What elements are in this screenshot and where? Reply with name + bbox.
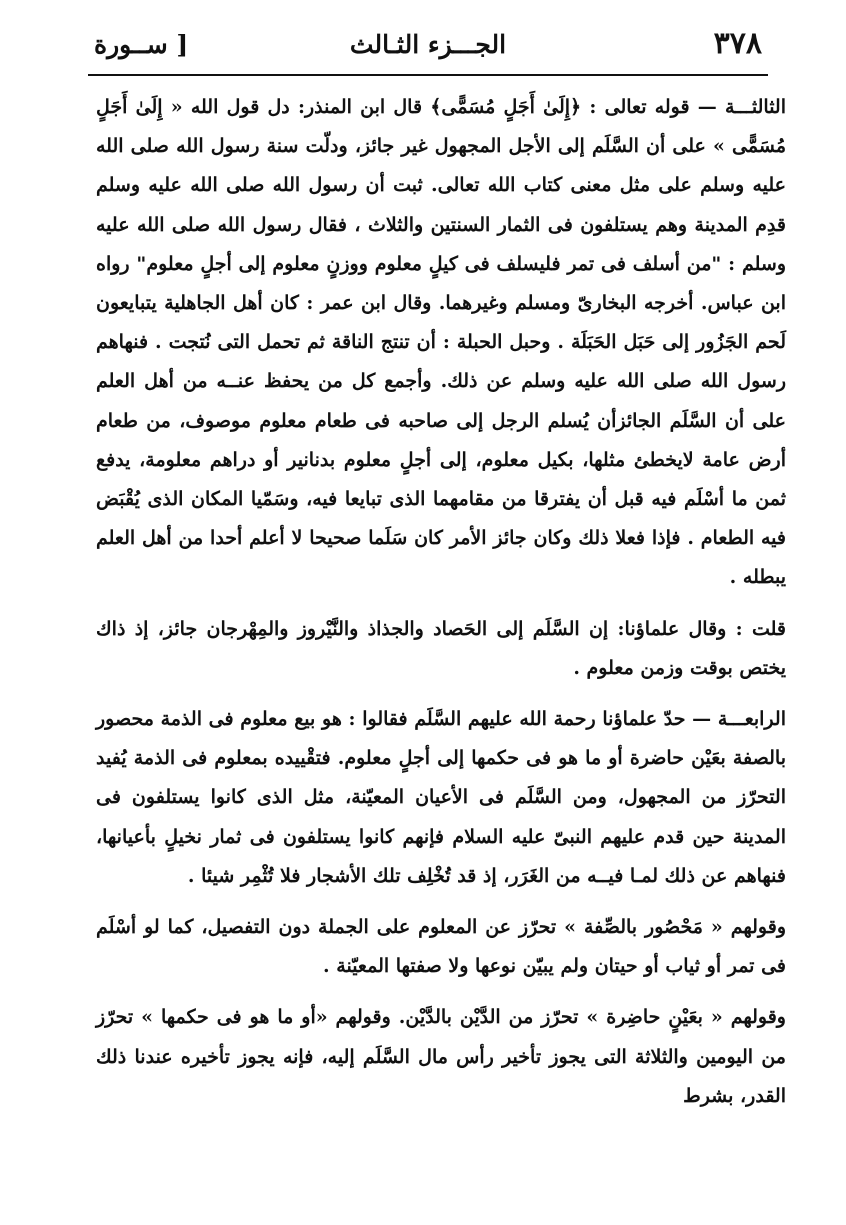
paragraph-bi-ayn-hadira: وقولهم « بعَيْنٍ حاضِرة » تحرّز من الدَّيْن بالدَّيْن. وقولهم «أو ما هو فى حكمها » تحرّز من اليومين والثلاثة التى يجوز تأخير رأس مال السَّلَم إليه، فإنه يجوز تأخيره عندنا ذلك القدر، بشرط [96,1006,786,1107]
paragraph-third-issue: الثالثـــة — قوله تعالى : ﴿إِلَىٰ أَجَلٍ مُسَمًّى﴾ قال ابن المنذر: دل قول الله « إِلَىٰ أَجَلٍ مُسَمًّى » على أن السَّلَم إلى الأجل المجهول غير جائز، ودلّت سنة رسول الله صلى الله عليه وسلم على مثل معنى كتاب الله تعالى. ثبت أن رسول الله صلى الله عليه وسلم قدِم المدينة وهم يستلفون فى الثمار السنتين والثلاث ، فقال رسول الله صلى الله عليه وسلم : "من أسلف فى تمر فليسلف فى كيلٍ معلوم ووزنٍ معلوم إلى أجلٍ معلوم" رواه ابن عباس. أخرجه البخارىّ ومسلم وغيرهما. وقال ابن عمر : كان أهل الجاهلية يتبايعون لَحم الجَزُور إلى حَبَل الحَبَلَة . وحبل الحبلة : أن تنتج الناقة ثم تحمل التى نُتجت . فنهاهم رسول الله صلى الله عليه وسلم عن ذلك. وأجمع كل من يحفظ عنــه من أهل العلم على أن السَّلَم الجائزأن يُسلم الرجل إلى صاحبه فى طعام معلوم موصوف، من طعام أرض عامة لايخطئ مثلها، بكيل معلوم، إلى أجلٍ معلوم بدنانير أو دراهم معلومة، يدفع ثمن ما أسْلَم فيه قبل أن يفترقا من مقامهما الذى تبايعا فيه، وسَمّيا المكان الذى يُقْبَض فيه الطعام . فإذا فعلا ذلك وكان جائز الأمر كان سَلَما صحيحا لا أعلم أحدا من أهل العلم يبطله . [96,96,786,589]
surah-label: [ ســورة [94,30,189,59]
page-header [88,22,768,76]
paragraph-mahsur-bissifa: وقولهم « مَحْصُور بالصِّفة » تحرّز عن المعلوم على الجملة دون التفصيل، كما لو أسْلَم فى تمر أو ثياب أو حيتان ولم يبيّن نوعها ولا صفتها المعيّنة . [96,916,786,978]
page-number: ٣٧٨ [713,26,762,61]
page-body [96,88,786,1128]
paragraph-fourth-issue: الرابعـــة — حدّ علماؤنا رحمة الله عليهم السَّلَم فقالوا : هو بيع معلوم فى الذمة محصور بالصفة بعَيْن حاضرة أو ما هو فى حكمها إلى أجلٍ معلوم. فتقْييده بمعلوم فى الذمة يُفيد التحرّز من المجهول، ومن السَّلَم فى الأعيان المعيّنة، مثل الذى كانوا يستلفون فى المدينة حين قدم عليهم النبىّ عليه السلام فإنهم كانوا يستلفون فى ثمار نخيلٍ بأعيانها، فنهاهم عن ذلك لمـا فيــه من الغَرَر، إذ قد تُخْلِف تلك الأشجار فلا تُثْمِر شيئا . [96,708,786,887]
running-title: الجـــزء الثـالث [349,30,507,59]
paragraph-qultu: قلت : وقال علماؤنا: إن السَّلَم إلى الحَصاد والجذاذ والنَّيْروز والمِهْرجان جائز، إذ ذاك يختص بوقت وزمن معلوم . [96,617,786,679]
